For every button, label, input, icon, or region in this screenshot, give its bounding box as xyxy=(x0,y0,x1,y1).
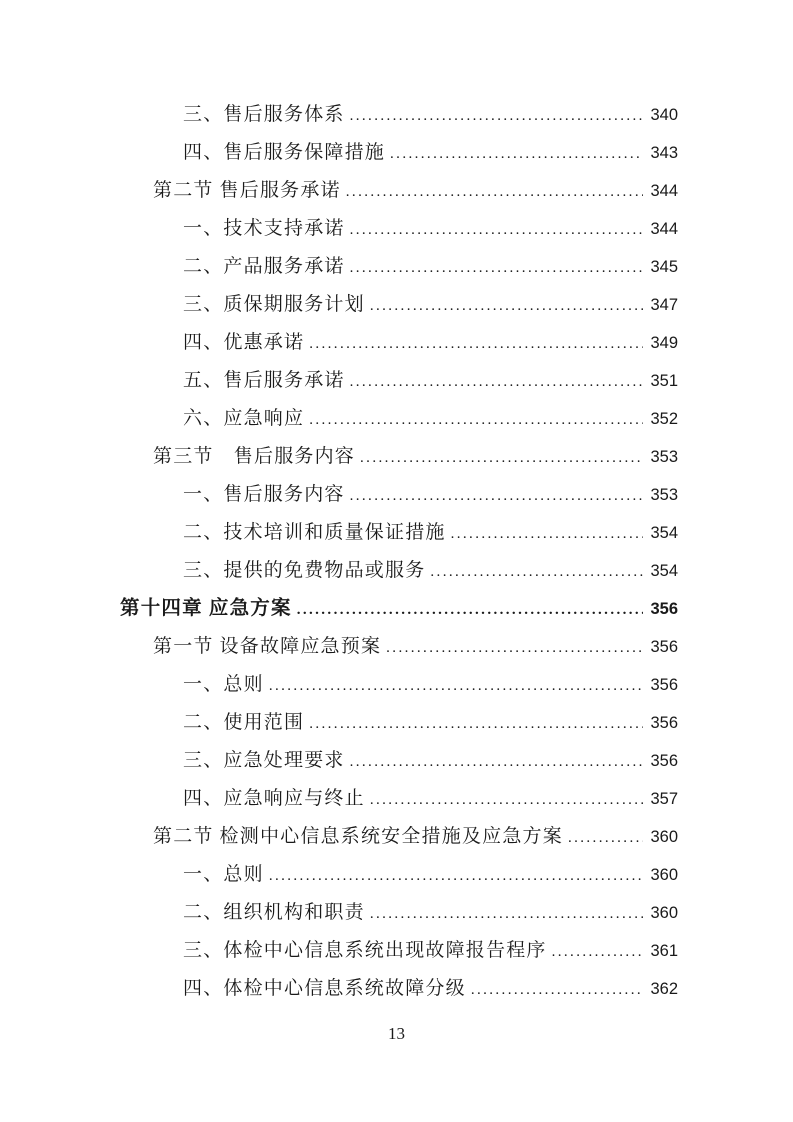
dot-leader xyxy=(568,819,643,857)
toc-entry[interactable] xyxy=(120,552,678,590)
toc-entry-page: 343 xyxy=(650,144,678,162)
toc-entry[interactable] xyxy=(120,590,678,628)
dot-leader xyxy=(471,971,643,1009)
toc-entry-label: 二、技术培训和质量保证措施 xyxy=(183,522,446,543)
dot-leader xyxy=(350,97,643,135)
toc-entry-page: 344 xyxy=(650,182,678,200)
toc-entry[interactable] xyxy=(120,324,678,362)
dot-leader xyxy=(309,325,643,363)
dot-leader xyxy=(390,135,643,173)
toc-entry-label: 三、质保期服务计划 xyxy=(183,294,365,315)
toc-entry[interactable] xyxy=(120,704,678,742)
toc-entry[interactable] xyxy=(120,780,678,818)
toc-entry-page: 356 xyxy=(650,600,678,618)
toc-entry-page: 353 xyxy=(650,486,678,504)
dot-leader xyxy=(269,857,643,895)
toc-entry[interactable] xyxy=(120,210,678,248)
dot-leader xyxy=(309,705,643,743)
dot-leader xyxy=(346,173,643,211)
dot-leader xyxy=(350,363,643,401)
dot-leader xyxy=(350,211,643,249)
toc-entry-label: 第二节 售后服务承诺 xyxy=(153,180,341,201)
toc-entry[interactable] xyxy=(120,248,678,286)
toc-entry-label: 四、体检中心信息系统故障分级 xyxy=(183,978,466,999)
toc-entry-page: 344 xyxy=(650,220,678,238)
toc-entry-label: 二、使用范围 xyxy=(183,712,305,733)
toc-entry-label: 五、售后服务承诺 xyxy=(183,370,345,391)
toc-entry[interactable] xyxy=(120,628,678,666)
toc-entry-page: 360 xyxy=(650,904,678,922)
toc-entry-label: 二、产品服务承诺 xyxy=(183,256,345,277)
toc-entry[interactable] xyxy=(120,818,678,856)
dot-leader xyxy=(370,895,643,933)
toc-entry-page: 357 xyxy=(650,790,678,808)
dot-leader xyxy=(309,401,643,439)
page-number: 13 xyxy=(388,1024,405,1043)
dot-leader xyxy=(360,439,643,477)
toc-entry-label: 第十四章 应急方案 xyxy=(120,598,292,619)
toc-entry[interactable] xyxy=(120,666,678,704)
dot-leader xyxy=(370,287,643,325)
toc-entry-label: 三、提供的免费物品或服务 xyxy=(183,560,426,581)
dot-leader xyxy=(370,781,643,819)
toc-entry-page: 351 xyxy=(650,372,678,390)
dot-leader xyxy=(269,667,643,705)
toc-entry-page: 361 xyxy=(650,942,678,960)
toc-entry-page: 352 xyxy=(650,410,678,428)
toc-entry-label: 四、售后服务保障措施 xyxy=(183,142,386,163)
dot-leader xyxy=(350,477,643,515)
toc-entry[interactable] xyxy=(120,438,678,476)
toc-entry-label: 一、技术支持承诺 xyxy=(183,218,345,239)
toc-entry-page: 345 xyxy=(650,258,678,276)
toc-entry[interactable] xyxy=(120,742,678,780)
toc-entry-page: 347 xyxy=(650,296,678,314)
toc-entry-label: 一、售后服务内容 xyxy=(183,484,345,505)
toc-entry-page: 360 xyxy=(650,828,678,846)
toc-entry[interactable] xyxy=(120,400,678,438)
toc-entry-page: 356 xyxy=(650,676,678,694)
toc-entry-label: 二、组织机构和职责 xyxy=(183,902,365,923)
dot-leader xyxy=(350,743,643,781)
toc-entry-page: 349 xyxy=(650,334,678,352)
toc-entry-page: 354 xyxy=(650,524,678,542)
toc-entry-label: 三、应急处理要求 xyxy=(183,750,345,771)
toc-entry-page: 356 xyxy=(650,752,678,770)
toc-entry[interactable] xyxy=(120,970,678,1008)
toc-entry-label: 六、应急响应 xyxy=(183,408,305,429)
toc-entry[interactable] xyxy=(120,134,678,172)
toc-entry-page: 356 xyxy=(650,714,678,732)
dot-leader xyxy=(552,933,643,971)
toc-entry-label: 四、优惠承诺 xyxy=(183,332,305,353)
toc-entry[interactable] xyxy=(120,286,678,324)
toc-entry-label: 三、售后服务体系 xyxy=(183,104,345,125)
toc-entry-label: 一、总则 xyxy=(183,674,264,695)
toc-entry[interactable] xyxy=(120,96,678,134)
toc-entry[interactable] xyxy=(120,932,678,970)
toc-entry[interactable] xyxy=(120,172,678,210)
toc-entry-page: 362 xyxy=(650,980,678,998)
toc-entry-page: 356 xyxy=(650,638,678,656)
dot-leader xyxy=(430,553,643,591)
toc-entry[interactable] xyxy=(120,362,678,400)
toc-entry-page: 340 xyxy=(650,106,678,124)
toc-entry[interactable] xyxy=(120,856,678,894)
toc-entry-label: 第三节 售后服务内容 xyxy=(153,446,356,467)
toc-entry[interactable] xyxy=(120,476,678,514)
toc-entry[interactable] xyxy=(120,514,678,552)
toc-entry[interactable] xyxy=(120,894,678,932)
toc-entry-label: 四、应急响应与终止 xyxy=(183,788,365,809)
toc-entry-page: 353 xyxy=(650,448,678,466)
toc-list xyxy=(120,96,678,1008)
dot-leader xyxy=(297,591,643,629)
toc-entry-label: 一、总则 xyxy=(183,864,264,885)
dot-leader xyxy=(350,249,643,287)
dot-leader xyxy=(451,515,643,553)
toc-entry-label: 三、体检中心信息系统出现故障报告程序 xyxy=(183,940,547,961)
toc-entry-page: 354 xyxy=(650,562,678,580)
toc-entry-label: 第一节 设备故障应急预案 xyxy=(153,636,382,657)
dot-leader xyxy=(386,629,643,667)
toc-entry-label: 第二节 检测中心信息系统安全措施及应急方案 xyxy=(153,826,563,847)
toc-entry-page: 360 xyxy=(650,866,678,884)
